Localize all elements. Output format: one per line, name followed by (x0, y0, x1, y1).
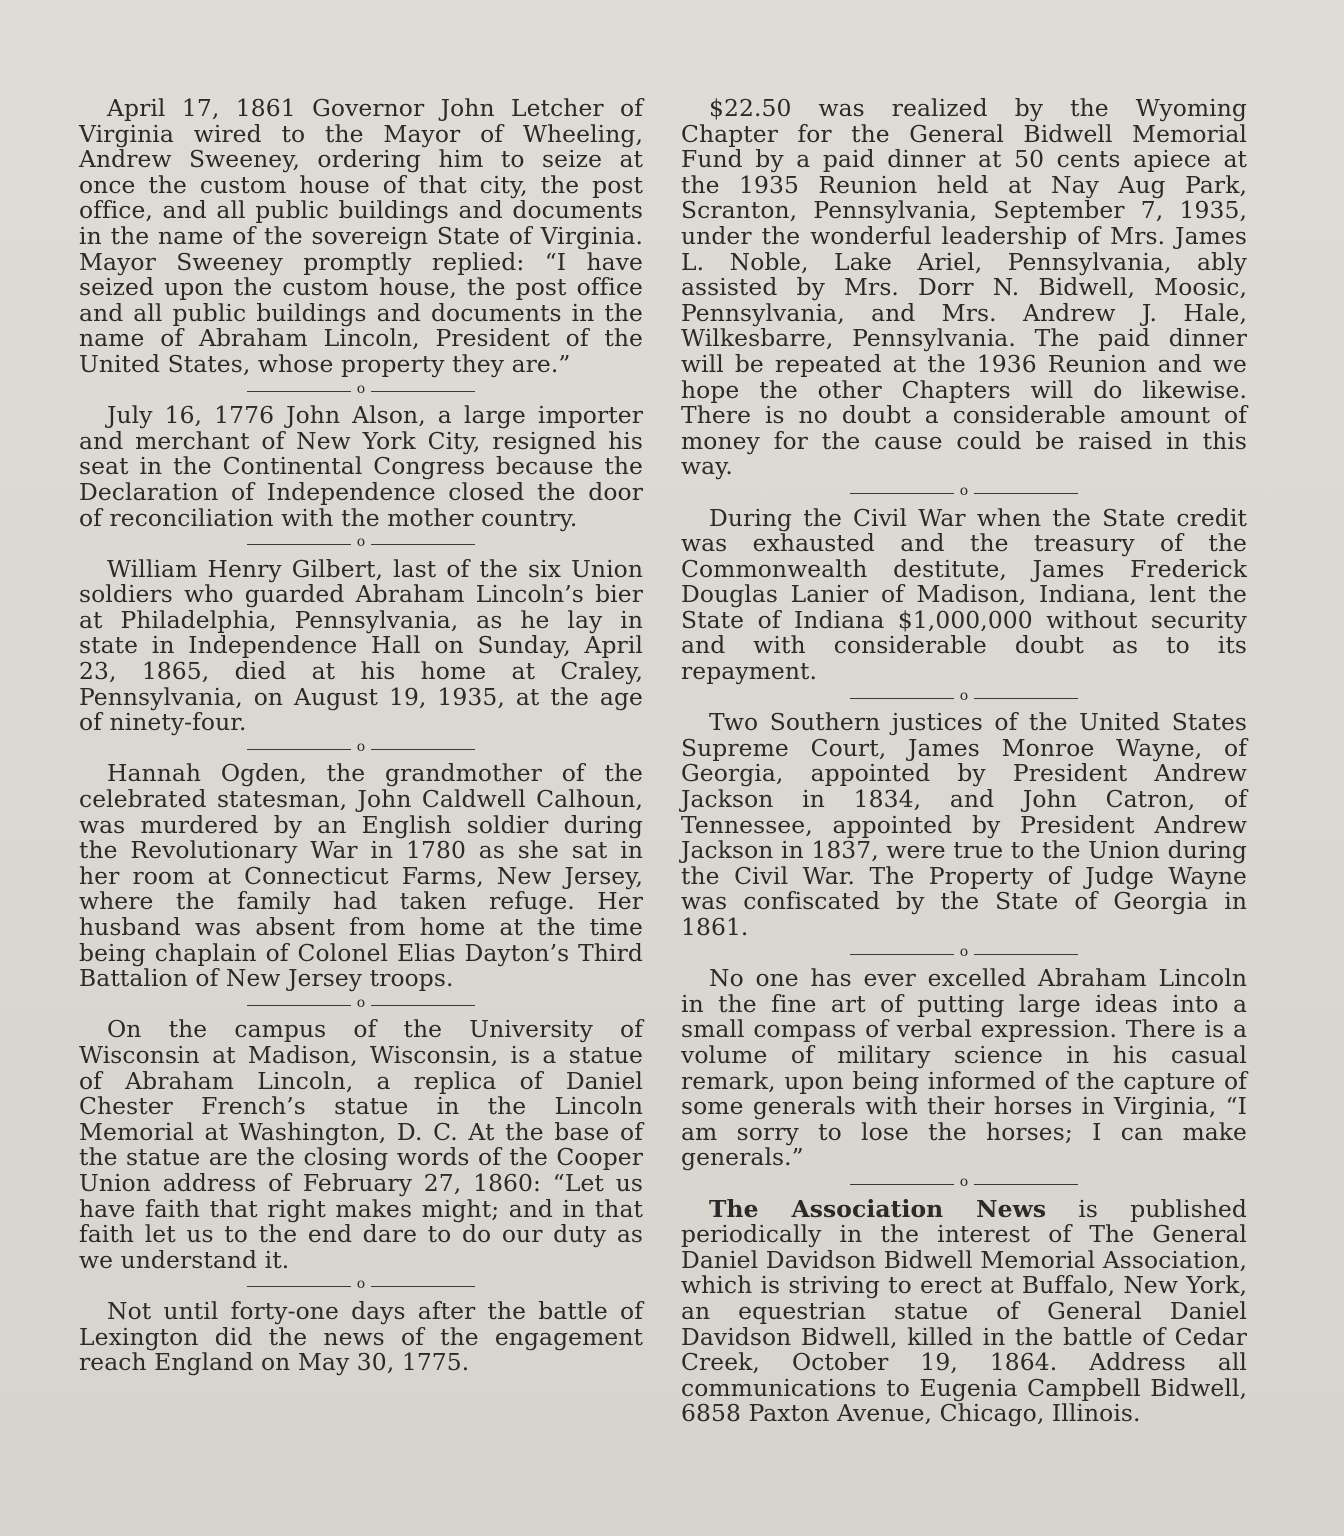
separator (681, 1171, 1247, 1197)
paragraph-association-news (681, 1194, 1247, 1428)
separator (79, 992, 643, 1018)
paragraph-southern-justices: Two Southern justices of the United States Supreme Court, James Monroe Wayne, of Georgia, appointed by President Andrew Jackson in 1834, and John Catron, of Tennessee, appointed by President Andrew Jackson in 1837, were true to the Union during the Civil War. The Property of Judge Wayne was confiscated by the State of Georgia in 1861. (681, 708, 1247, 941)
separator-mark: o (356, 380, 366, 397)
right-column (681, 96, 1247, 1427)
paragraph-hannah-ogden: Hannah Ogden, the grandmother of the celebrated statesman, John Caldwell Calhoun, was murdered by an English soldier during the Revolutionary War in 1780 as she sat in her room at Connecticut Farms, New Jersey, where the family had taken refuge. Her husband was absent from home at the time being chaplain of Colonel Elias Dayton’s Third Battalion of New Jersey troops. (79, 759, 643, 993)
separator-mark: o (959, 687, 969, 704)
separator-mark: o (959, 943, 969, 960)
paragraph-lanier-indiana: During the Civil War when the State credit was exhausted and the treasury of the Commonwealth destitute, James Frederick Douglas Lanier of Madison, Indiana, lent the State of Indiana $1,000,000 without security and with considerable doubt as to its repayment. (681, 503, 1247, 686)
paragraph-wyoming-chapter: $22.50 was realized by the Wyoming Chapter for the General Bidwell Memorial Fund by a paid dinner at 50 cents apiece at the 1935 Reunion held at Nay Aug Park, Scranton, Pennsylvania, September 7, 1935, under the wonderful leadership of Mrs. James L. Noble, Lake Ariel, Pennsylvania, ably assisted by Mrs. Dorr N. Bidwell, Moosic, Pennsylvania, and Mrs. Andrew J. Hale, Wilkesbarre, Pennsylvania. The paid dinner will be repeated at the 1936 Reunion and we hope the other Chapters will do likewise. There is no doubt a considerable amount of money for the cause could be raised in this way. (681, 94, 1247, 481)
separator (79, 1273, 643, 1299)
separator (79, 531, 643, 557)
paragraph-john-alson: July 16, 1776 John Alson, a large importer and merchant of New York City, resigned his seat in the Continental Congress because the Declaration of Independence closed the door of reconciliation with the mother country. (79, 401, 643, 532)
separator-mark: o (356, 994, 366, 1011)
association-news-title: The Association News (709, 1194, 1047, 1223)
paragraph-william-henry-gilbert: William Henry Gilbert, last of the six Union soldiers who guarded Abraham Lincoln’s bier at Philadelphia, Pennsylvania, as he lay in state in Independence Hall on Sunday, April 23, 1865, died at his home at Craley, Pennsylvania, on August 19, 1935, at the age of ninety-four. (79, 554, 643, 737)
separator (681, 685, 1247, 711)
paragraph-wisconsin-statue: On the campus of the University of Wisconsin at Madison, Wisconsin, is a statue of Abraham Lincoln, a replica of Daniel Chester French’s statue in the Lincoln Memorial at Washington, D. C. At the base of the statue are the closing words of the Cooper Union address of February 27, 1860: “Let us have faith that right makes might; and in that faith let us to the end dare to do our duty as we understand it. (79, 1015, 643, 1274)
paragraph-letcher-wheeling: April 17, 1861 Governor John Letcher of Virginia wired to the Mayor of Wheeling, Andrew Sweeney, ordering him to seize at once the custom house of that city, the post office, and all public buildings and documents in the name of the sovereign State of Virginia. Mayor Sweeney promptly replied: “I have seized upon the custom house, the post office and all public buildings and documents in the name of Abraham Lincoln, President of the United States, whose property they are.” (79, 94, 643, 378)
paragraph-lexington-news: Not until forty-one days after the battle of Lexington did the news of the engagement reach England on May 30, 1775. (79, 1296, 643, 1377)
association-news-body: is published periodically in the interest of The General Daniel Davidson Bidwell Memorial Association, which is striving to erect at Buffalo, New York, an equestrian statue of General Daniel Davidson Bidwell, killed in the battle of Cedar Creek, October 19, 1864. Address all communications to Eugenia Campbell Bidwell, 6858 Paxton Avenue, Chicago, Illinois. (681, 1194, 1247, 1428)
separator (681, 941, 1247, 967)
separator-mark: o (959, 1173, 969, 1190)
paragraph-lincoln-horses: No one has ever excelled Abraham Lincoln in the fine art of putting large ideas into a small compass of verbal expression. There is a volume of military science in his casual remark, upon being informed of the capture of some generals with their horses in Virginia, “I am sorry to lose the horses; I can make generals.” (681, 964, 1247, 1172)
separator-mark: o (356, 738, 366, 755)
separator-mark: o (959, 482, 969, 499)
separator (79, 378, 643, 404)
separator (681, 480, 1247, 506)
left-column (79, 96, 643, 1376)
separator-mark: o (356, 534, 366, 551)
separator (79, 736, 643, 762)
separator-mark: o (356, 1276, 366, 1293)
